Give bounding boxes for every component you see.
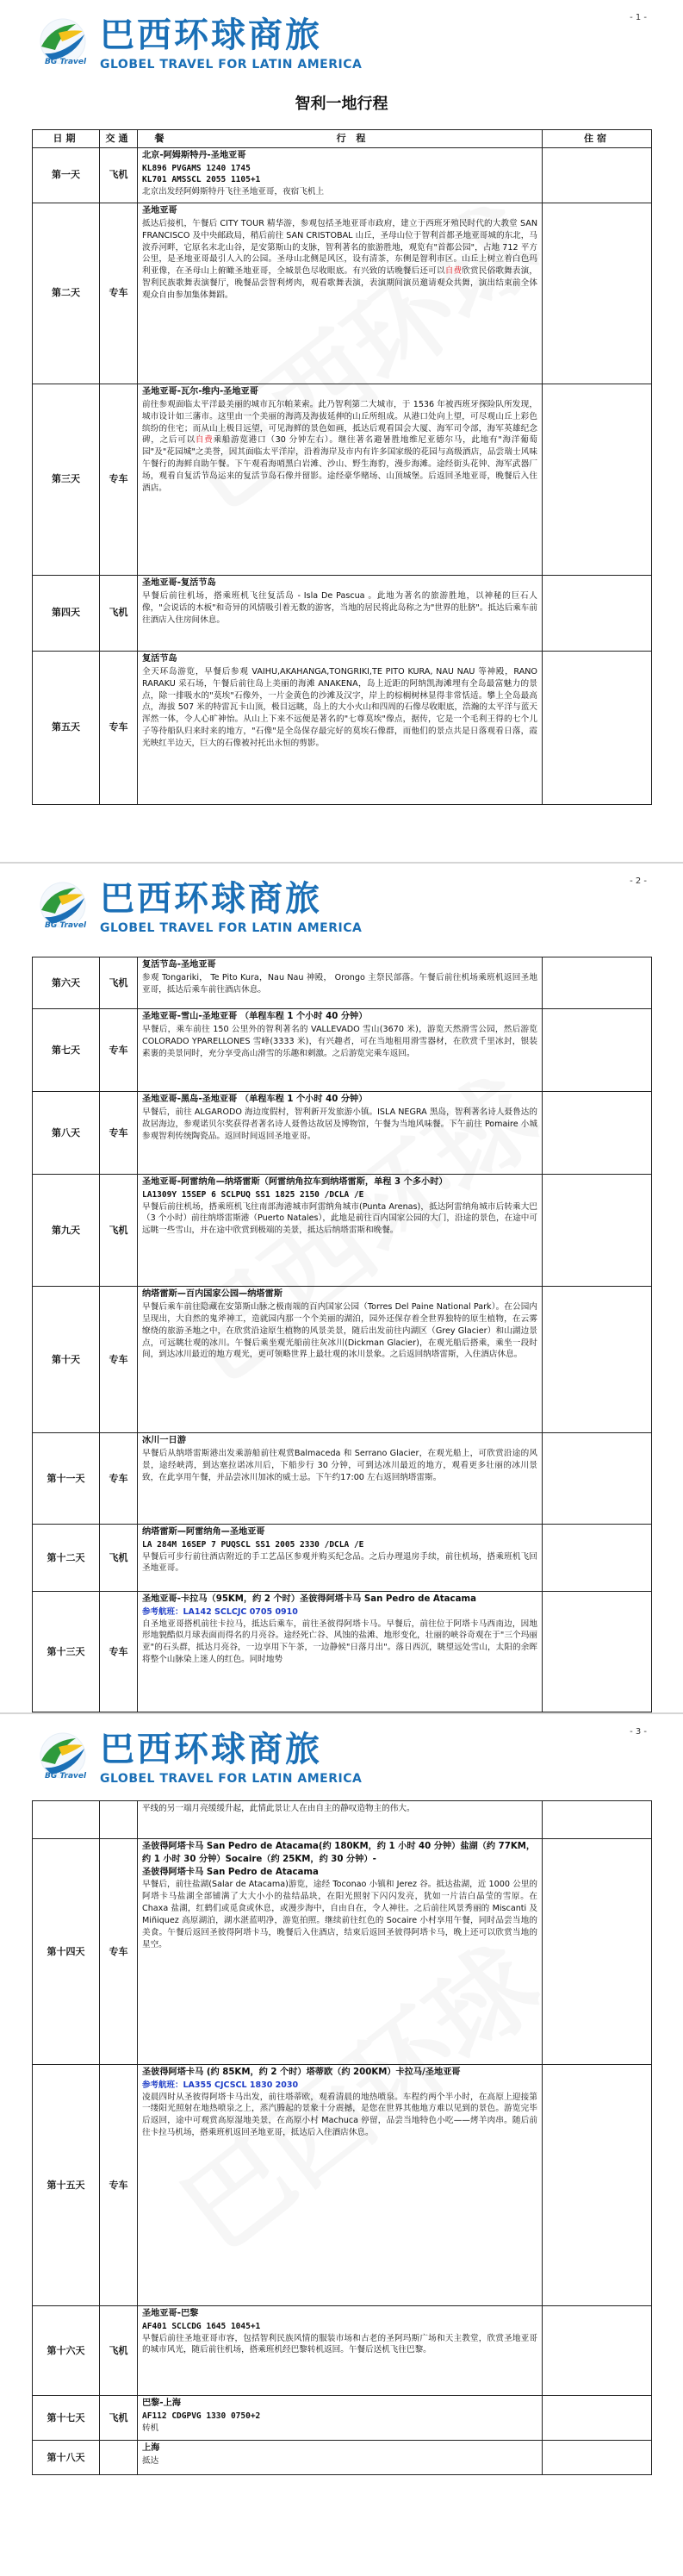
activity-cell — [138, 957, 543, 1009]
day-title: 复活节岛-圣地亚哥 — [142, 960, 216, 970]
brand-mark: BG Travel — [45, 1772, 87, 1781]
transport: 专车 — [100, 203, 138, 384]
activity-cell — [138, 1287, 543, 1433]
table-row — [33, 2065, 652, 2306]
brand-logo — [33, 879, 394, 939]
table-row — [33, 1175, 652, 1287]
activity-cell — [138, 1801, 543, 1839]
day-description: 抵达 — [142, 2455, 159, 2466]
table-row — [33, 2441, 652, 2475]
day-label: 第八天 — [33, 1092, 100, 1175]
transport: 飞机 — [100, 1175, 138, 1287]
brand-name-en: GLOBEL TRAVEL FOR LATIN AMERICA — [100, 921, 363, 935]
day-label: 第十五天 — [33, 2065, 100, 2306]
table-header-row — [33, 130, 652, 148]
day-title: 圣地亚哥 — [142, 205, 177, 215]
transport: 飞机 — [100, 2306, 138, 2396]
stay-cell — [543, 203, 652, 384]
day-label: 第十四天 — [33, 1839, 100, 2065]
header-stay: 住宿 — [543, 130, 652, 148]
day-label — [33, 1801, 100, 1839]
stay-cell — [543, 1092, 652, 1175]
day-title: 纳塔雷斯—百内国家公园—纳塔雷斯 — [142, 1289, 283, 1299]
itinerary-table — [32, 129, 652, 805]
day-title: 纳塔雷斯—阿雷纳角—圣地亚哥 — [142, 1527, 265, 1537]
flight-info: LA1309Y 15SEP 6 SCLPUQ SS1 1825 2150 /DCLA /E — [142, 1189, 364, 1200]
day-description: 早餐后乘车前往隐藏在安第斯山脉之极南端的百内国家公园（Torres Del Paine National Park）。在公园内呈现出，大自然的鬼斧神工，造就园内那一个个美丽的湖泊，园外还保存着全世界独特的原生植物，在云雾缭绕的旅游圣地之中，在欣赏沿途原生植物的风景美景，随后出发前往内湖区（Grey Glacier）和山湖边景点，可远眺壮观的冰川。午餐后乘坐观光船前往灰冰川(Dickman Glacier)，在观光船后搭乘，乘坐一段时间，到达冰川最近的地方观光，更可领略世界上最壮观的冰川景象。之后返回纳塔雷斯，入住酒店休息。 — [142, 1301, 537, 1360]
table-row — [33, 203, 652, 384]
day-title: 圣地亚哥-阿雷纳角—纳塔雷斯（阿雷纳角拉车到纳塔雷斯，单程 3 个多小时） — [142, 1177, 448, 1187]
table-row — [33, 1092, 652, 1175]
transport: 专车 — [100, 1009, 138, 1092]
stay-cell — [543, 2441, 652, 2475]
stay-cell — [543, 1175, 652, 1287]
optional-tag: 自费 — [195, 435, 214, 446]
page-3 — [0, 1714, 683, 2576]
transport: 飞机 — [100, 2396, 138, 2441]
stay-cell — [543, 1433, 652, 1525]
day-description: 早餐后，乘车前往 150 公里外的智利著名的 VALLEVADO 雪山(3670 米)，游览天然滑雪公园，然后游览 COLORADO YPARELLONES 雪峰(3333 米)，有兴趣者，可在当地租用滑雪器材，在欣赏千里冰封，银装素裹的美景同时，充分享受高山滑雪的乐趣和刺激。之后游览完乘车返回。 — [142, 1024, 537, 1058]
header-itinerary: 餐 行 程 — [138, 130, 543, 148]
day-title: 圣彼得阿塔卡马 San Pedro de Atacama(约 180KM，约 1 小时 40 分钟）盐湖（约 77KM，约 1 小时 30 分钟）Socaire（约 25KM，约 30 分钟）- — [142, 1842, 536, 1864]
stay-cell — [543, 147, 652, 203]
header-meal: 餐 — [154, 133, 168, 144]
stay-cell — [543, 2396, 652, 2441]
table-row — [33, 575, 652, 651]
stay-cell — [543, 1592, 652, 1712]
flight-info: AF112 CDGPVG 1330 0750+2 — [142, 2411, 261, 2421]
stay-cell — [543, 2065, 652, 2306]
table-row — [33, 2306, 652, 2396]
table-row — [33, 1433, 652, 1525]
stay-cell — [543, 1009, 652, 1092]
day-title: 复活节岛 — [142, 653, 177, 664]
day-title: 巴黎-上海 — [142, 2398, 181, 2408]
day-title: 圣彼得阿塔卡马 (约 85KM，约 2 个时）塔蒂欧（约 200KM）卡拉马/圣地亚哥 — [142, 2068, 461, 2077]
day-description: 抵达后接机，午餐后 CITY TOUR 精华游，参观包括圣地亚哥市政府，建立于西班牙殖民时代的大教堂 SAN FRANCISCO 及中央邮政局，稍后前往 SAN CRISTOBAL 山丘，圣母山位于智利首都圣地亚哥城的东北，马波乔河畔，它原名末北山谷，是安第斯山的支脉，智利著名的旅游胜地，观览有"首都公园"，占地 712 平方公里，是圣地亚哥最引人入的公园。圣母山北侧是风区，设有清茶，东侧是智利市区。山丘上树立着白色玛利亚像，在圣母山上俯瞰圣地亚哥，全城景色尽收眼底。有兴致的话晚餐后还可以自费欣赏民俗歌舞表演，智利民族歌舞表演餐厅，晚餐品尝智利烤肉，观看歌舞表演，表演期间演员邀请观众共舞，演出结束前全体观众自由参加集体舞蹈。 — [142, 218, 538, 301]
day-label: 第十三天 — [33, 1592, 100, 1712]
page-number: - 1 - — [630, 13, 647, 22]
reference-flight: 参考航班：LA142 SCLCJC 0705 0910 — [142, 1606, 298, 1617]
itinerary-table — [32, 1800, 652, 2475]
transport: 飞机 — [100, 957, 138, 1009]
transport: 专车 — [100, 384, 138, 575]
day-label: 第三天 — [33, 384, 100, 575]
activity-cell — [138, 1433, 543, 1525]
day-description: 早餐后可步行前往酒店附近的手工艺品区参观并购买纪念品。之后办理退房手续，前往机场，搭乘班机飞回圣地亚哥。 — [142, 1551, 537, 1574]
activity-cell — [138, 2306, 543, 2396]
page-number: - 2 - — [630, 876, 647, 886]
day-description: 早餐后前往机场，搭乘班机飞往复活岛 - Isla De Pascua 。此地为著名的旅游胜地，以神秘的巨石人像，"会说话的木板"和奇异的风情吸引着无数的游客，当地的居民将此岛称之为"世界的肚脐"。抵达后乘车前往酒店入住房间休息。 — [142, 590, 537, 625]
stay-cell — [543, 1525, 652, 1592]
brand-mark: BG Travel — [45, 921, 87, 930]
transport: 专车 — [100, 1592, 138, 1712]
stay-cell — [543, 1801, 652, 1839]
transport: 飞机 — [100, 147, 138, 203]
day-description: 平线的另一端月亮缓缓升起，此情此景让人在由自主的静叹造物主的伟大。 — [142, 1804, 415, 1813]
flight-info: KL896 PVGAMS 1240 1745 — [142, 163, 251, 173]
day-description: 北京出发经阿姆斯特丹飞往圣地亚哥，夜宿飞机上 — [142, 187, 325, 197]
day-label: 第五天 — [33, 651, 100, 804]
brand-name-cn: 巴西环球商旅 — [100, 16, 322, 55]
header-transport: 交通 — [100, 130, 138, 148]
transport: 专车 — [100, 1839, 138, 2065]
flight-info: KL701 AMSSCL 2055 1105+1 — [142, 175, 261, 185]
table-row — [33, 651, 652, 804]
document-title: 智利一地行程 — [295, 95, 388, 113]
activity-cell — [138, 2441, 543, 2475]
transport — [100, 2441, 138, 2475]
page-2 — [0, 864, 683, 1712]
flight-info: LA 284M 16SEP 7 PUQSCL SS1 2005 2330 /DCLA /E — [142, 1539, 364, 1550]
stay-cell — [543, 1287, 652, 1433]
day-label: 第十八天 — [33, 2441, 100, 2475]
day-description: 早餐后，前往盐湖(Salar de Atacama)游览，途经 Toconao 小镇和 Jerez 谷。抵达盐湖，近 1000 公里的阿塔卡马盐湖全部铺满了大大小小的盐结晶块，在阳光照射下闪闪发亮，犹如一片洁白晶莹的雪原。在 Chaxa 盐湖，红鹤们或觅食或休息，或漫步海中，自由自在，令人神往。之后前往风景秀丽的 Miscanti 及 Miñiquez 高原湖泊，湖水湛蓝明净，游览拍照。继续前往红色的 Socaire 小村享用午餐，同时品尝当地的美食。午餐后返回圣彼得阿塔卡马，晚餐后入住酒店，结束后返回圣彼得阿塔卡马，晚上还可以欣赏当地的星空。 — [142, 1880, 537, 1949]
table-row — [33, 957, 652, 1009]
transport: 专车 — [100, 651, 138, 804]
table-row — [33, 1801, 652, 1839]
activity-cell — [138, 147, 543, 203]
table-row — [33, 1525, 652, 1592]
transport: 专车 — [100, 1287, 138, 1433]
day-description: 全天环岛游览，早餐后参观 VAIHU,AKAHANGA,TONGRIKI,TE PITO KURA, NAU NAU 等神殿，RANO RARAKU 采石场，午餐后前往岛上美丽的海滩 ANAKENA，岛上近距的阿纳凯海滩埋有全岛最富魅力的景点，除一排吸水的"莫埃"石像外，一片金黄色的沙滩及汉字，岸上的棕榈树林显得非常恬适。攀上全岛最高点，海拔 507 米的特雷瓦卡山顶，极目远眺，岛上的大小火山和四周的石像尽收眼底，浩瀚的太平洋与蓝天浑然一体，令人心旷神怡。从山上下来不远便是著名的"七尊莫埃"像点，据传，它是一个毛利王得的七个儿子等待船队归来时来的地方，"石像"是全岛保存最完好的莫埃石像群，而他们的景点共是日落观看日落，霞光映红半边天，巨大的石像被衬托出永恒的剪影。 — [142, 666, 537, 749]
brand-name-en: GLOBEL TRAVEL FOR LATIN AMERICA — [100, 1772, 363, 1786]
transport: 飞机 — [100, 1525, 138, 1592]
table-row — [33, 1839, 652, 2065]
stay-cell — [543, 384, 652, 575]
table-row — [33, 1592, 652, 1712]
activity-cell — [138, 651, 543, 804]
day-description: 参观 Tongariki， Te Pito Kura，Nau Nau 神殿， Orongo 主祭民部落。午餐后前往机场乘班机返回圣地亚哥，抵达后乘车前往酒店休息。 — [142, 972, 537, 995]
day-title: 上海 — [142, 2443, 160, 2453]
reference-flight: 参考航班：LA355 CJCSCL 1830 2030 — [142, 2080, 299, 2090]
day-title: 圣彼得阿塔卡马 San Pedro de Atacama — [142, 1867, 319, 1877]
transport: 专车 — [100, 1433, 138, 1525]
day-description: 转机 — [142, 2423, 159, 2433]
activity-cell — [138, 1592, 543, 1712]
day-title: 圣地亚哥-黑岛-圣地亚哥 （单程车程 1 个小时 40 分钟） — [142, 1095, 368, 1104]
day-label: 第六天 — [33, 957, 100, 1009]
flight-info: AF401 SCLCDG 1645 1045+1 — [142, 2321, 261, 2331]
transport: 专车 — [100, 1092, 138, 1175]
brand-name-en: GLOBEL TRAVEL FOR LATIN AMERICA — [100, 58, 363, 72]
activity-cell — [138, 203, 543, 384]
brand-name-cn: 巴西环球商旅 — [100, 1730, 322, 1769]
day-label: 第九天 — [33, 1175, 100, 1287]
day-description: 早餐后，前往 ALGARODO 海边度假村，智利新开发旅游小镇。ISLA NEGRA 黑岛，智利著名诗人聂鲁达的故居海边，参观诺贝尔奖获得者著名诗人聂鲁达故居及博物馆，午餐为当地风味餐。下午前往 Pomaire 小城参观智利传统陶瓷品。返回时间返回圣地亚哥。 — [142, 1107, 537, 1141]
day-description: 早餐后从纳塔雷斯港出发乘游船前往观赏Balmaceda 和 Serrano Glacier，在观光船上，可欣赏沿途的风景，途经峡湾，到达塞拉诺冰川后，下船步行 30 分钟，可到达冰川最近的地方，观看更多壮丽的冰川景致，在此享用午餐，并品尝冰川加冰的威士忌。下午约17:00 左右返回纳塔雷斯。 — [142, 1448, 537, 1482]
optional-tag: 自费 — [444, 266, 463, 277]
day-label: 第十二天 — [33, 1525, 100, 1592]
page-1 — [0, 0, 683, 862]
day-label: 第十一天 — [33, 1433, 100, 1525]
stay-cell — [543, 2306, 652, 2396]
table-row — [33, 1287, 652, 1433]
day-title: 圣地亚哥-瓦尔-维内-圣地亚哥 — [142, 386, 258, 396]
day-description: 早餐后前往机场，搭乘班机飞往南部海港城市阿雷纳角城市(Punta Arenas)，抵达阿雷纳角城市后转乘大巴（3 个小时）前往纳塔雷斯港（Puerto Natales），此地是前往百内国家公园的大门，沿途的景色，在途中可远眺一些雪山，并在途中欣赏到极端的美景，抵达后纳塔雷斯和晚餐。 — [142, 1201, 537, 1236]
day-label: 第七天 — [33, 1009, 100, 1092]
day-label: 第十七天 — [33, 2396, 100, 2441]
table-row — [33, 1009, 652, 1092]
itinerary-table — [32, 957, 652, 1712]
activity-cell — [138, 1092, 543, 1175]
activity-cell — [138, 1009, 543, 1092]
transport: 专车 — [100, 2065, 138, 2306]
day-title: 圣地亚哥-巴黎 — [142, 2309, 199, 2318]
activity-cell — [138, 1839, 543, 2065]
brand-logo — [33, 16, 394, 76]
day-title: 北京-阿姆斯特丹-圣地亚哥 — [142, 150, 246, 160]
table-row — [33, 384, 652, 575]
activity-cell — [138, 1525, 543, 1592]
day-label: 第四天 — [33, 575, 100, 651]
page-number: - 3 - — [630, 1727, 647, 1737]
activity-cell — [138, 575, 543, 651]
activity-cell — [138, 2065, 543, 2306]
day-description: 早餐后前往圣地亚哥市容，包括智利民族风情的服装市场和古老的圣阿玛斯广场和天主教堂，欣赏圣地亚哥的城市风光，随后前往机场，搭乘班机经巴黎转机返回。午餐后送机飞往巴黎。 — [142, 2333, 537, 2355]
stay-cell — [543, 957, 652, 1009]
brand-mark: BG Travel — [45, 58, 87, 66]
day-label: 第十六天 — [33, 2306, 100, 2396]
transport — [100, 1801, 138, 1839]
day-description: 前往参观面临太平洋最美丽的城市瓦尔帕莱索。此乃智利第二大城市，于 1536 年被西班牙探险队所发现，城市设计如三藩市。这里由一个美丽的海湾及海拔延伸的山丘所组成。从港口处向上望，可尽观山丘上彩色缤纷的住宅；而从山上极目远望，可见海鲜的景色如画，抵达后观看国会大厦、海军司令部，海军英雄纪念碑，之后可以自费乘船游览港口（30 分钟左右）。继往著名避暑胜地维尼亚德尔马，此地有"海洋葡萄园"及"花园城"之美誉，因其面临太平洋岸，沿着海岸及市内有许多国家级的花园与高级酒店，品尝瑞士风味午餐行的海鲜自助午餐。下午观看海哨黑白岩滩、沙山、野生海豹，漫步海滩。途经街头花钟、海军武器厂场，观看自复活节岛运来的复活节岛石像并留影。途经豪华赌场、山顶城堡。后返回圣地亚哥，晚餐后入住酒店。 — [142, 399, 537, 494]
table-row — [33, 147, 652, 203]
day-description: 凌晨四时从圣彼得阿塔卡马出发，前往塔蒂欧，观看清晨的地热喷泉。车程约两个半小时，在高原上迎接第一缕阳光照射在地热喷泉之上，蒸汽腾起的景象十分震撼，是您在世界其他地方难以见到的景色。游览完毕后返回，途中可观赏高原湿地美景，在高原小村 Machuca 停留，品尝当地特色小吃——烤羊肉串。随后前往卡拉马机场，搭乘班机返回圣地亚哥，抵达后入住酒店休息。 — [142, 2092, 537, 2138]
brand-name-cn: 巴西环球商旅 — [100, 879, 322, 919]
stay-cell — [543, 575, 652, 651]
activity-cell — [138, 1175, 543, 1287]
activity-cell — [138, 384, 543, 575]
day-description: 自圣地亚哥搭机前往卡拉马，抵达后乘车，前往圣彼得阿塔卡马。早餐后，前往位于阿塔卡马西南边，因地形地貌酷似月球表面而得名的月亮谷。途经死亡谷、风蚀的盐滩、地形变化，壮丽的峡谷奇观在于"三个玛丽亚"的石头群，抵达月亮谷，一边享用下午茶，一边静候"日落月出"。落日西沉，眺望远处雪山，太阳的余晖将整个山脉染上迷人的红色。同时地势 — [142, 1619, 537, 1665]
day-label: 第一天 — [33, 147, 100, 203]
day-title: 圣地亚哥-雪山-圣地亚哥 （单程车程 1 个小时 40 分钟） — [142, 1012, 368, 1021]
day-label: 第十天 — [33, 1287, 100, 1433]
day-title: 圣地亚哥-卡拉马（95KM，约 2 个时）圣彼得阿塔卡马 San Pedro de Atacama — [142, 1594, 476, 1604]
stay-cell — [543, 651, 652, 804]
day-title: 圣地亚哥-复活节岛 — [142, 577, 216, 588]
table-row — [33, 2396, 652, 2441]
activity-cell — [138, 2396, 543, 2441]
brand-logo — [33, 1730, 394, 1790]
stay-cell — [543, 1839, 652, 2065]
transport: 飞机 — [100, 575, 138, 651]
day-title: 冰川一日游 — [142, 1436, 186, 1445]
day-label: 第二天 — [33, 203, 100, 384]
header-day: 日期 — [33, 130, 100, 148]
